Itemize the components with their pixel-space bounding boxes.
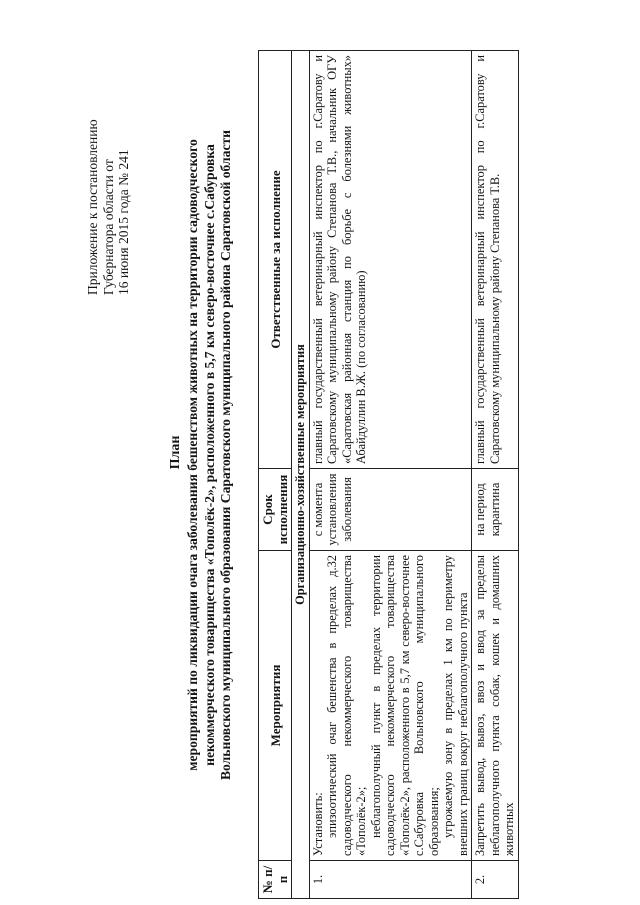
- appendix-line-1: Приложение к постановлению: [85, 119, 100, 295]
- section-row: [292, 51, 310, 899]
- table-row: [309, 51, 472, 899]
- row-number: 1.: [309, 861, 472, 899]
- subtitle-line-1: мероприятий по ликвидации очага заболевания бешенством животных на территории садоводческого: [185, 139, 200, 771]
- header-measures: Мероприятия: [259, 551, 292, 861]
- appendix-line-3: 16 июня 2015 года № 241: [116, 149, 131, 295]
- header-term: Срок исполнения: [259, 469, 292, 551]
- appendix-line-2: Губернатора области от: [100, 159, 116, 295]
- row-measure: [309, 551, 472, 861]
- row-responsible: главный государственный ветеринарный инспектор по г.Саратову и Саратовскому муниципальному району Степанова Т.В., начальник ОГУ «Саратовская районная станция по борьбе с болезнями животных» Абайдуллин В.Ж. (по согласованию): [309, 51, 472, 469]
- plan-table: [258, 50, 519, 899]
- row-term: на период карантина: [472, 469, 519, 551]
- row-measure: Запретить вывод, вывоз, ввоз и ввод за пределы неблагополучного пункта собак, кошек и домашних животных: [472, 551, 519, 861]
- measure-paragraph: эпизоотический очаг бешенства в пределах д.32 садоводческого некоммерческого товарищества «Тополёк-2»;: [325, 555, 368, 856]
- subtitle-line-3: Вольновского муниципального образования Саратовского муниципального района Саратовской области: [218, 130, 233, 781]
- subtitle-line-2: некоммерческого товарищества «Тополёк-2», расположенного в 5,7 км северо-восточнее с.Сабуровка: [201, 144, 217, 766]
- header-num: № п/п: [259, 861, 292, 899]
- section-heading: Организационно-хозяйственные мероприятия: [292, 51, 310, 899]
- header-responsible: Ответственные за исполнение: [259, 51, 292, 469]
- row-number: 2.: [472, 861, 519, 899]
- row-term: с момента установления заболевания: [309, 469, 472, 551]
- measure-intro: Установить:: [310, 792, 325, 856]
- table-row: [472, 51, 519, 899]
- row-responsible: главный государственный ветеринарный инспектор по г.Саратову и Саратовскому муниципальному району Степанова Т.В.: [472, 51, 519, 469]
- plan-subtitle: [185, 65, 235, 845]
- measure-paragraph: угрожаемую зону в пределах 1 км по периметру внешних границ вокруг неблагополучного пункта: [441, 555, 470, 856]
- page-title: План: [168, 435, 183, 470]
- measure-paragraph: неблагополучный пункт в пределах территории садоводческого некоммерческого товарищества «Тополёк-2», расположенного в 5,7 км северо-восточнее с.Сабуровка Вольновского муниципального образования;: [368, 555, 441, 856]
- table-header-row: [259, 51, 292, 899]
- appendix-note: [85, 119, 132, 295]
